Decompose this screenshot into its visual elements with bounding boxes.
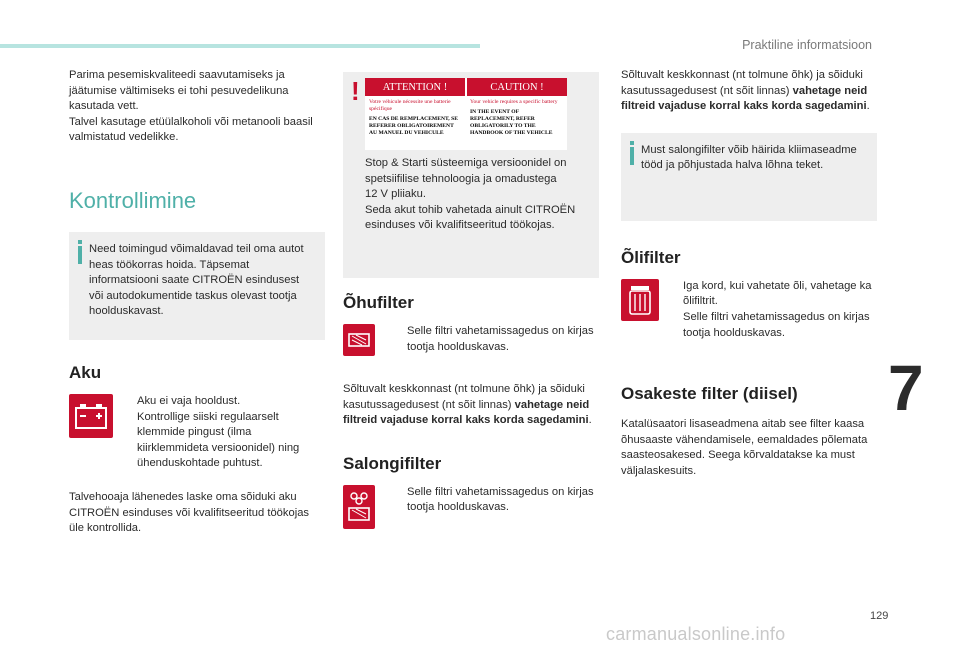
label-fr-line1: Votre véhicule nécessite une batterie spécifique [369,99,451,112]
intro-paragraph-1: Parima pesemiskvaliteedi saavutamiseks ja jäätumise vältimiseks ei tohi pesuvedelikuna kasutada vett. [69,69,289,113]
warn-text-3: Seda akut tohib vahetada ainult CITROËN esinduses või kvalifitseeritud töökojas. [365,203,576,232]
cabin-filter-icon [343,485,375,529]
oil-filter-icon [621,279,659,321]
olifilter-text-1: Iga kord, kui vahetate õli, vahetage ka õlifiltrit. [683,279,872,308]
kontrollimine-heading: Kontrollimine [69,187,197,213]
section-title: Praktiline informatsioon [742,38,872,52]
column-3 [621,68,877,480]
air-filter-icon [343,324,375,356]
kontrollimine-note-box [69,232,325,340]
warning-exclamation-icon: ! [351,76,360,106]
chapter-number: 7 [888,352,924,424]
ohufilter-heading: Õhufilter [343,293,414,312]
aku-text-3: Talvehooaja lähenedes laske oma sõiduki aku CITROËN esinduses või kvalifitseeritud töökojas üle kontrollida. [69,490,310,535]
header-accent-bar [0,44,480,48]
label-fr-line2: EN CAS DE REMPLACEMENT, SE REFERER OBLIGATOIREMENT AU MANUEL DU VEHICULE [369,116,458,136]
olifilter-row [621,279,877,341]
salongifilter-heading: Salongifilter [343,453,442,473]
intro-paragraph-2: Talvel kasutage etüülalkoholi või metanooli baasil valmistatud vedelikke. [69,115,313,144]
col3-paragraph-bold: vahetage neid filtreid vajaduse korral kaks korda sagedamini [621,84,868,113]
osakeste-text: Katalüsaatori lisaseadmena aitab see filter kaasa õhusaaste vähendamisele, eemaldades põlemata saasteosakesed. Seega kõrvaldatakse ka must väljalaskesuits. [621,418,868,477]
ohufilter-period: . [588,414,592,427]
ohufilter-row [343,324,599,356]
olifilter-text-2: Selle filtri vahetamissagedus on kirjas tootja hoolduskavas. [683,310,870,339]
battery-icon [69,394,113,438]
aku-text-2: Kontrollige siiski regulaarselt klemmide pingust (ilma kiirklemmideta versioonidel) ning ühenduskohtade puhtust. [137,410,300,470]
salongifilter-text: Selle filtri vahetamissagedus on kirjas tootja hoolduskavas. [407,485,594,514]
info-icon [630,141,634,145]
col3-period: . [866,100,870,113]
info-bar [630,147,634,165]
olifilter-heading: Õlifilter [621,247,681,267]
label-en-line2: IN THE EVENT OF REPLACEMENT, REFER OBLIGATORILY TO THE HANDBOOK OF THE VEHICLE [470,109,553,136]
osakeste-heading: Osakeste filter (diisel) [621,384,798,404]
column-2 [343,72,599,529]
page-number: 129 [870,610,889,622]
salongifilter-note-text: Must salongifilter võib häirida kliimaseadme tööd ja põhjustada halva lõhna teket. [641,143,857,172]
info-icon [78,240,82,244]
watermark: carmanualsonline.info [606,624,786,644]
kontrollimine-note-text: Need toimingud võimaldavad teil oma autot heas töökorras hoida. Täpsemat informatsiooni saate CITROËN esindusest või autodokumentide taskus olevast tootja hoolduskavast. [89,242,304,318]
warn-text-1: Stop & Starti süsteemiga versioonidel on spetsiifilise tehnoloogia ja omadustega [365,157,567,185]
aku-heading: Aku [69,362,102,382]
aku-text-1: Aku ei vaja hooldust. [137,394,241,407]
salongifilter-note-box [621,133,877,221]
info-bar [78,246,82,264]
column-1 [69,68,325,537]
ohufilter-paragraph-1: Sõltuvalt keskkonnast (nt tolmune õhk) ja sõiduki kasutussagedusest (nt sõit linnas) [343,383,585,411]
battery-warning-label [365,78,567,150]
salongifilter-row [343,485,599,529]
aku-row [69,394,325,472]
label-caution: CAUTION ! [467,78,567,96]
ohufilter-text: Selle filtri vahetamissagedus on kirjas tootja hoolduskavas. [407,325,594,353]
battery-warning-card [343,72,599,278]
label-attention: ATTENTION ! [365,78,465,96]
warn-text-2: 12 V pliiaku. [365,188,426,201]
col3-paragraph-1: Sõltuvalt keskkonnast (nt tolmune õhk) ja sõiduki kasutussagedusest (nt sõit linnas) [621,69,863,97]
label-en-line1: Your vehicle requires a specific battery [470,99,558,105]
ohufilter-paragraph-bold: vahetage neid filtreid vajaduse korral kaks korda sagedamini [343,398,590,427]
